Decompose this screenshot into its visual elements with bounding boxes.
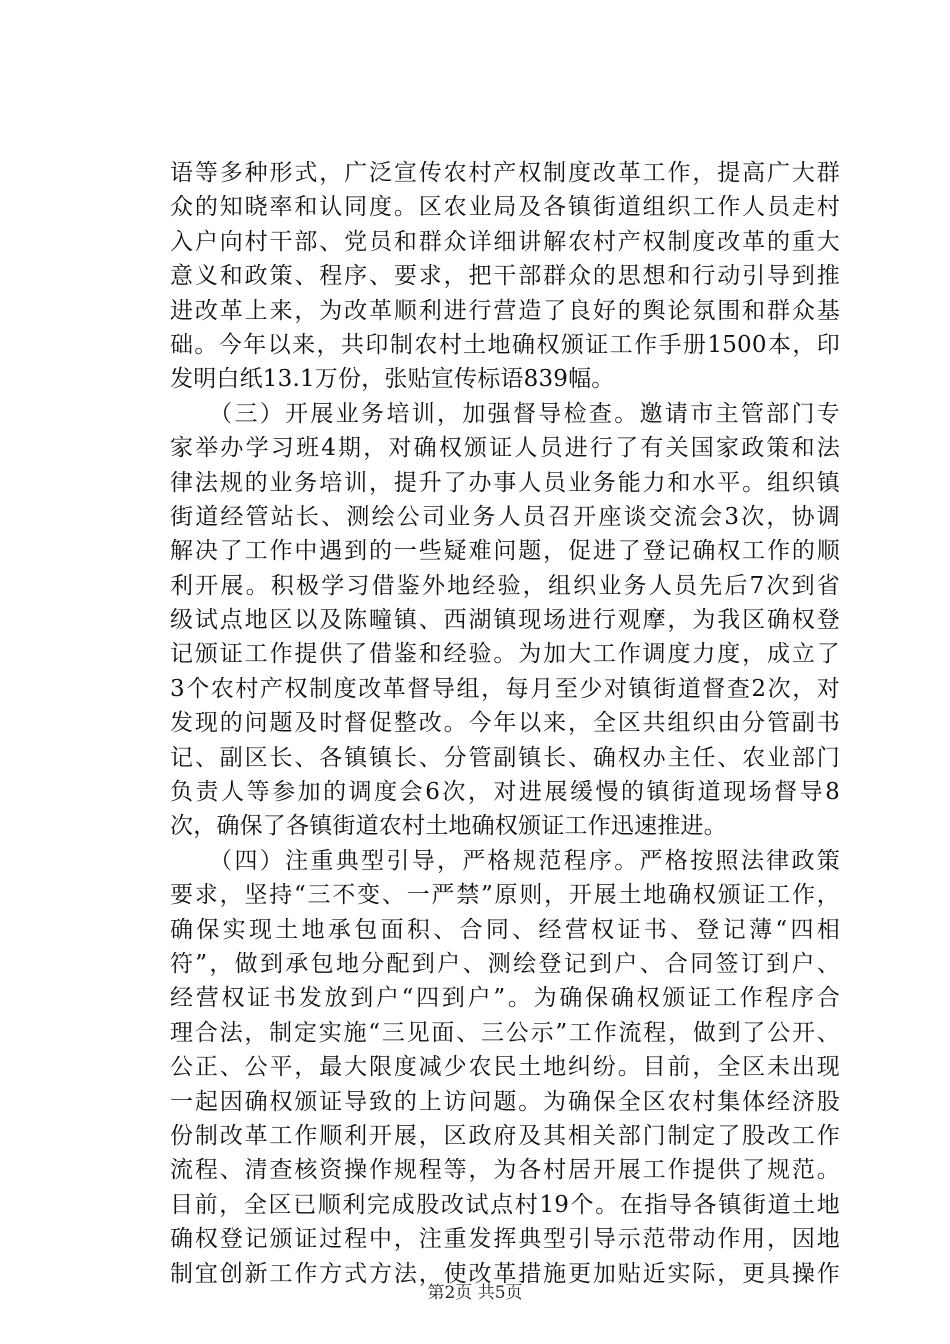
text-line: 次，确保了各镇街道农村土地确权颁证工作迅速推进。 <box>170 813 727 840</box>
text-line: 利开展。积极学习借鉴外地经验，组织业务人员先后7次到省 <box>170 572 840 599</box>
text-line: 律法规的业务培训，提升了办事人员业务能力和水平。组织镇 <box>170 469 840 496</box>
text-line: 经营权证书发放到户“四到户”。为确保确权颁证工作程序合 <box>170 985 840 1012</box>
text-line: 众的知晓率和认同度。区农业局及各镇街道组织工作人员走村 <box>170 194 840 221</box>
text-line: 一起因确权颁证导致的上访问题。为确保全区农村集体经济股 <box>170 1088 840 1115</box>
text-line: 础。今年以来，共印制农村土地确权颁证工作手册1500本，印 <box>170 331 840 358</box>
text-line: 入户向村干部、党员和群众详细讲解农村产权制度改革的重大 <box>170 228 840 255</box>
text-line: 记、副区长、各镇镇长、分管副镇长、确权办主任、农业部门 <box>170 744 840 771</box>
page-number-footer: 第2页 共5页 <box>427 1283 523 1303</box>
text-line: 意义和政策、程序、要求，把干部群众的思想和行动引导到推 <box>170 263 840 290</box>
text-line: 解决了工作中遇到的一些疑难问题，促进了登记确权工作的顺 <box>170 538 840 565</box>
text-line: 街道经管站长、测绘公司业务人员召开座谈交流会3次，协调 <box>170 503 840 530</box>
text-line: （四）注重典型引导，严格规范程序。严格按照法律政策 <box>170 847 840 874</box>
text-line: 语等多种形式，广泛宣传农村产权制度改革工作，提高广大群 <box>170 160 840 186</box>
text-line: （三）开展业务培训，加强督导检查。邀请市主管部门专 <box>170 400 840 427</box>
text-line: 负责人等参加的调度会6次，对进展缓慢的镇街道现场督导8 <box>170 779 840 806</box>
text-line: 确权登记颁证过程中，注重发挥典型引导示范带动作用，因地 <box>170 1226 840 1253</box>
text-line: 发明白纸13.1万份，张贴宣传标语839幅。 <box>170 366 615 393</box>
text-line: 份制改革工作顺利开展，区政府及其相关部门制定了股改工作 <box>170 1122 840 1149</box>
text-line: 进改革上来，为改革顺利进行营造了良好的舆论氛围和群众基 <box>170 297 840 324</box>
text-line: 流程、清查核资操作规程等，为各村居开展工作提供了规范。 <box>170 1157 840 1184</box>
text-line: 公正、公平，最大限度减少农民土地纠纷。目前，全区未出现 <box>170 1054 840 1081</box>
text-line: 目前，全区已顺利完成股改试点村19个。在指导各镇街道土地 <box>170 1191 840 1218</box>
text-line: 要求，坚持“三不变、一严禁”原则，开展土地确权颁证工作， <box>170 882 840 909</box>
document-body <box>170 156 840 1291</box>
text-line: 符”，做到承包地分配到户、测绘登记到户、合同签订到户、 <box>170 950 840 977</box>
text-line: 家举办学习班4期，对确权颁证人员进行了有关国家政策和法 <box>170 435 840 462</box>
text-line: 制宜创新工作方式方法，使改革措施更加贴近实际，更具操作 <box>170 1260 840 1287</box>
text-line: 确保实现土地承包面积、合同、经营权证书、登记薄“四相 <box>170 916 840 943</box>
text-line: 级试点地区以及陈疃镇、西湖镇现场进行观摩，为我区确权登 <box>170 607 840 634</box>
text-line: 理合法，制定实施“三见面、三公示”工作流程，做到了公开、 <box>170 1019 840 1046</box>
text-line: 发现的问题及时督促整改。今年以来，全区共组织由分管副书 <box>170 710 840 737</box>
text-line: 记颁证工作提供了借鉴和经验。为加大工作调度力度，成立了 <box>170 641 840 668</box>
text-line: 3个农村产权制度改革督导组，每月至少对镇街道督查2次，对 <box>170 675 840 702</box>
